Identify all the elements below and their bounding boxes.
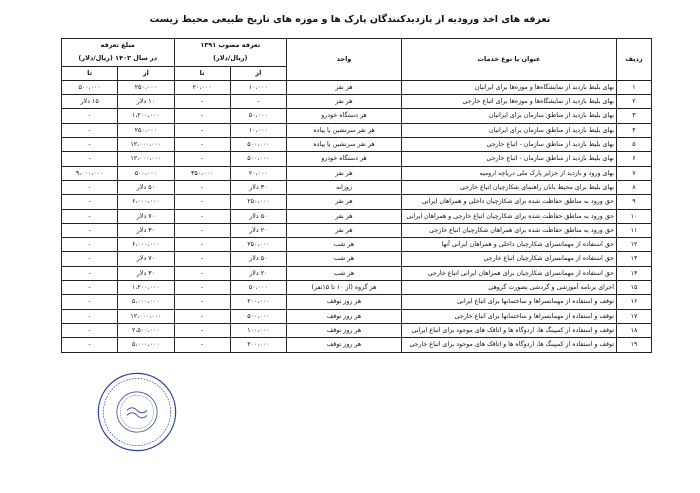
cell-approved-to: -	[174, 266, 230, 280]
cell-row-no: ۱۴	[617, 266, 652, 280]
cell-approved-from: ۵۰۰،۰۰۰	[230, 152, 286, 166]
cell-approved-to: -	[174, 138, 230, 152]
cell-service: توقف و استفاده از مهمانسراها و ساختمانها برای اتباع ایرانی	[402, 295, 617, 309]
header-proposed-subtitle: در سال ۱۴۰۳ (ریال/دلار)	[78, 54, 158, 63]
cell-unit: هر دستگاه خودرو	[287, 109, 402, 123]
table-header-row-1	[62, 39, 652, 67]
table-row	[62, 123, 652, 137]
cell-proposed-to: -	[62, 295, 118, 309]
cell-proposed-to: -	[62, 223, 118, 237]
cell-approved-from: ۲۵۰،۰۰۰	[230, 238, 286, 252]
cell-approved-from: ۲۰ دلار	[230, 223, 286, 237]
cell-service: حق استفاده از مهمانسرای شکارچیان برای همراهان ایرانی اتباع خارجی	[402, 266, 617, 280]
table-row	[62, 281, 652, 295]
cell-service: حق ورود به مناطق حفاظت شده برای همراهان شکارچیان اتباع خارجی	[402, 223, 617, 237]
cell-approved-to: -	[174, 95, 230, 109]
cell-row-no: ۶	[617, 152, 652, 166]
cell-proposed-to: -	[62, 238, 118, 252]
cell-approved-to: -	[174, 323, 230, 337]
cell-approved-from: -	[230, 95, 286, 109]
cell-unit: روزانه	[287, 180, 402, 194]
cell-unit: هر نفر	[287, 95, 402, 109]
cell-service: حق استفاده از مهمانسرای شکارچیان داخلی و همراهان ایرانی آنها	[402, 238, 617, 252]
cell-proposed-to: -	[62, 180, 118, 194]
cell-approved-from: ۵۰۰،۰۰۰	[230, 309, 286, 323]
table-row	[62, 166, 652, 180]
table-row	[62, 223, 652, 237]
cell-approved-to: -	[174, 180, 230, 194]
cell-approved-from: ۱۰،۰۰۰	[230, 80, 286, 94]
cell-row-no: ۱۳	[617, 252, 652, 266]
cell-row-no: ۱۲	[617, 238, 652, 252]
cell-unit: هر شب	[287, 252, 402, 266]
cell-approved-from: ۵۰۰،۰۰۰	[230, 138, 286, 152]
cell-unit: هر روز توقف	[287, 295, 402, 309]
official-stamp	[95, 370, 179, 454]
cell-unit: هر نفر	[287, 223, 402, 237]
cell-approved-to: -	[174, 338, 230, 352]
cell-proposed-from: ۲،۵۰۰،۰۰۰	[118, 323, 174, 337]
header-approved-to: تا	[174, 66, 230, 80]
cell-approved-from: ۵۰ دلار	[230, 209, 286, 223]
cell-service: حق استفاده از مهمانسرای شکارچیان اتباع خارجی	[402, 252, 617, 266]
cell-service: حق ورود به مناطق حفاظت شده برای شکارچیان داخلی و همراهان ایرانی	[402, 195, 617, 209]
table-row	[62, 209, 652, 223]
cell-row-no: ۱۵	[617, 281, 652, 295]
table-row	[62, 266, 652, 280]
cell-proposed-to: -	[62, 109, 118, 123]
cell-proposed-to: -	[62, 209, 118, 223]
cell-row-no: ۱۸	[617, 323, 652, 337]
cell-service: بهای بلیط بازدید از نمایشگاه‌ها و موزه‌ها برای اتباع خارجی	[402, 95, 617, 109]
cell-row-no: ۱۱	[617, 223, 652, 237]
cell-approved-to: -	[174, 281, 230, 295]
cell-unit: هر نفر	[287, 166, 402, 180]
header-proposed-group	[62, 39, 175, 67]
cell-service: توقف و استفاده از مهمانسراها و ساختمانها برای اتباع خارجی	[402, 309, 617, 323]
cell-proposed-to: -	[62, 309, 118, 323]
cell-row-no: ۱	[617, 80, 652, 94]
cell-proposed-from: ۱۲،۰۰۰،۰۰۰	[118, 138, 174, 152]
cell-unit: هر نفر	[287, 209, 402, 223]
cell-proposed-to: ۵۰۰،۰۰۰	[62, 80, 118, 94]
cell-unit: هر روز توقف	[287, 323, 402, 337]
cell-unit: هر نفر	[287, 195, 402, 209]
cell-approved-to: -	[174, 238, 230, 252]
cell-approved-from: ۳۰ دلار	[230, 180, 286, 194]
cell-proposed-from: ۱۲،۰۰۰،۰۰۰	[118, 152, 174, 166]
cell-unit: هر نفر سرنشین یا پیاده	[287, 138, 402, 152]
table-row	[62, 152, 652, 166]
header-row-no: ردیف	[617, 39, 652, 81]
cell-proposed-from: ۵۰ دلار	[118, 180, 174, 194]
cell-proposed-to: -	[62, 323, 118, 337]
cell-proposed-from: ۶،۰۰۰،۰۰۰	[118, 195, 174, 209]
cell-proposed-from: ۷۰ دلار	[118, 252, 174, 266]
cell-service: بهای ورود و بازدید از جزایر پارک ملی دریاچه ارومیه	[402, 166, 617, 180]
cell-approved-to: -	[174, 252, 230, 266]
cell-proposed-from: ۳۰ دلار	[118, 266, 174, 280]
cell-unit: هر نفر	[287, 80, 402, 94]
cell-unit: هر شب	[287, 266, 402, 280]
fee-table	[61, 38, 652, 353]
cell-service: بهای بلیط بازدید از نمایشگاه‌ها و موزه‌ها برای ایرانیان	[402, 80, 617, 94]
cell-approved-from: ۵۰ دلار	[230, 252, 286, 266]
header-approved-from: از	[230, 66, 286, 80]
cell-approved-to: -	[174, 209, 230, 223]
cell-proposed-to: -	[62, 281, 118, 295]
cell-approved-to: -	[174, 223, 230, 237]
cell-service: حق ورود به مناطق حفاظت شده برای شکارچیان اتباع خارجی و همراهان ایرانی	[402, 209, 617, 223]
cell-proposed-to: ۹،۰۰۰،۰۰۰	[62, 166, 118, 180]
cell-row-no: ۷	[617, 166, 652, 180]
cell-row-no: ۱۶	[617, 295, 652, 309]
cell-row-no: ۲	[617, 95, 652, 109]
cell-service: اجرای برنامه آموزشی و گردشی بصورت گروهی	[402, 281, 617, 295]
cell-service: توقف و استفاده از کمپینگ ها، اردوگاه ها و اتاقک های موجود برای اتباع خارجی	[402, 338, 617, 352]
table-row	[62, 295, 652, 309]
cell-approved-from: ۵۰،۰۰۰	[230, 281, 286, 295]
cell-proposed-to: -	[62, 252, 118, 266]
cell-proposed-from: ۶،۰۰۰،۰۰۰	[118, 238, 174, 252]
cell-proposed-from: ۱،۲۰۰،۰۰۰	[118, 109, 174, 123]
cell-row-no: ۹	[617, 195, 652, 209]
header-approved-title: تعرفه مصوب ۱۳۹۱	[200, 41, 261, 49]
cell-approved-from: ۲۵۰،۰۰۰	[230, 195, 286, 209]
cell-row-no: ۱۹	[617, 338, 652, 352]
cell-approved-from: ۱۰۰،۰۰۰	[230, 323, 286, 337]
header-approved-group	[174, 39, 287, 67]
table-row	[62, 323, 652, 337]
cell-approved-to: -	[174, 109, 230, 123]
table-row	[62, 109, 652, 123]
cell-unit: هر نفر سرنشین یا پیاده	[287, 123, 402, 137]
cell-proposed-to: -	[62, 338, 118, 352]
cell-unit: هر شب	[287, 238, 402, 252]
cell-approved-from: ۲۰۰،۰۰۰	[230, 338, 286, 352]
header-approved-currency: (ریال/دلار)	[213, 54, 248, 63]
cell-approved-to: ۲۰،۰۰۰	[174, 80, 230, 94]
cell-service: بهای بلیط بازدید از مناطق سازمان برای ایرانیان	[402, 109, 617, 123]
cell-service: بهای بلیط بازدید از مناطق سازمان - اتباع خارجی	[402, 138, 617, 152]
cell-approved-from: ۱۰،۰۰۰	[230, 123, 286, 137]
cell-approved-from: ۲۰ دلار	[230, 266, 286, 280]
cell-approved-to: ۳۵۰،۰۰۰	[174, 166, 230, 180]
cell-proposed-to: -	[62, 138, 118, 152]
table-row	[62, 309, 652, 323]
document-title: تعرفه های اخذ ورودیه از بازدیدکنندگان پارک ها و موزه های تاریخ طبیعی محیط زیست	[149, 14, 551, 25]
cell-proposed-to: -	[62, 152, 118, 166]
cell-proposed-to: -	[62, 266, 118, 280]
cell-proposed-from: ۱۲،۰۰۰،۰۰۰	[118, 309, 174, 323]
cell-proposed-from: ۷۰ دلار	[118, 209, 174, 223]
header-unit: واحد	[287, 39, 402, 81]
table-row	[62, 338, 652, 352]
table-row	[62, 95, 652, 109]
cell-proposed-from: ۵۰۰،۰۰۰	[118, 166, 174, 180]
header-proposed-to: تا	[62, 66, 118, 80]
table-row	[62, 138, 652, 152]
table-row	[62, 238, 652, 252]
cell-unit: هر روز توقف	[287, 309, 402, 323]
cell-proposed-to: -	[62, 195, 118, 209]
table-row	[62, 180, 652, 194]
table-row	[62, 252, 652, 266]
cell-proposed-from: ۱۰ دلار	[118, 95, 174, 109]
cell-unit: هر روز توقف	[287, 338, 402, 352]
table-row	[62, 195, 652, 209]
fee-table-body	[62, 80, 652, 352]
cell-row-no: ۳	[617, 109, 652, 123]
cell-row-no: ۴	[617, 123, 652, 137]
cell-unit: هر گروه (از ۱۰ تا ۱۵نفر)	[287, 281, 402, 295]
cell-proposed-from: ۳۰ دلار	[118, 223, 174, 237]
cell-proposed-from: ۱،۲۰۰،۰۰۰	[118, 281, 174, 295]
header-service: عنوان یا نوع خدمات	[402, 39, 617, 81]
cell-approved-to: -	[174, 195, 230, 209]
cell-service: بهای بلیط بازدید از مناطق سازمان برای ایرانیان	[402, 123, 617, 137]
cell-proposed-from: ۵،۰۰۰،۰۰۰	[118, 295, 174, 309]
table-row	[62, 80, 652, 94]
cell-proposed-from: ۲۵۰،۰۰۰	[118, 123, 174, 137]
cell-approved-to: -	[174, 152, 230, 166]
header-proposed-from: از	[118, 66, 174, 80]
cell-approved-to: -	[174, 309, 230, 323]
cell-proposed-from: ۵،۰۰۰،۰۰۰	[118, 338, 174, 352]
cell-service: بهای بلیط بازدید از مناطق سازمان - اتباع خارجی	[402, 152, 617, 166]
cell-proposed-to: ۱۵ دلار	[62, 95, 118, 109]
cell-approved-to: -	[174, 295, 230, 309]
cell-approved-from: ۲۰،۰۰۰	[230, 166, 286, 180]
cell-service: توقف و استفاده از کمپینگ ها، اردوگاه ها و اتاقک های موجود برای اتباع ایرانی	[402, 323, 617, 337]
cell-approved-to: -	[174, 123, 230, 137]
cell-row-no: ۱۷	[617, 309, 652, 323]
cell-proposed-from: ۲۵۰،۰۰۰	[118, 80, 174, 94]
cell-approved-from: ۵۰،۰۰۰	[230, 109, 286, 123]
cell-approved-from: ۲۰۰،۰۰۰	[230, 295, 286, 309]
cell-proposed-to: -	[62, 123, 118, 137]
cell-row-no: ۵	[617, 138, 652, 152]
cell-row-no: ۱۰	[617, 209, 652, 223]
cell-service: بهای بلیط برای محیط بانان راهنمای شکارچیان اتباع خارجی	[402, 180, 617, 194]
header-proposed-title: مبلغ تعرفه	[100, 41, 135, 49]
cell-row-no: ۸	[617, 180, 652, 194]
cell-unit: هر دستگاه خودرو	[287, 152, 402, 166]
